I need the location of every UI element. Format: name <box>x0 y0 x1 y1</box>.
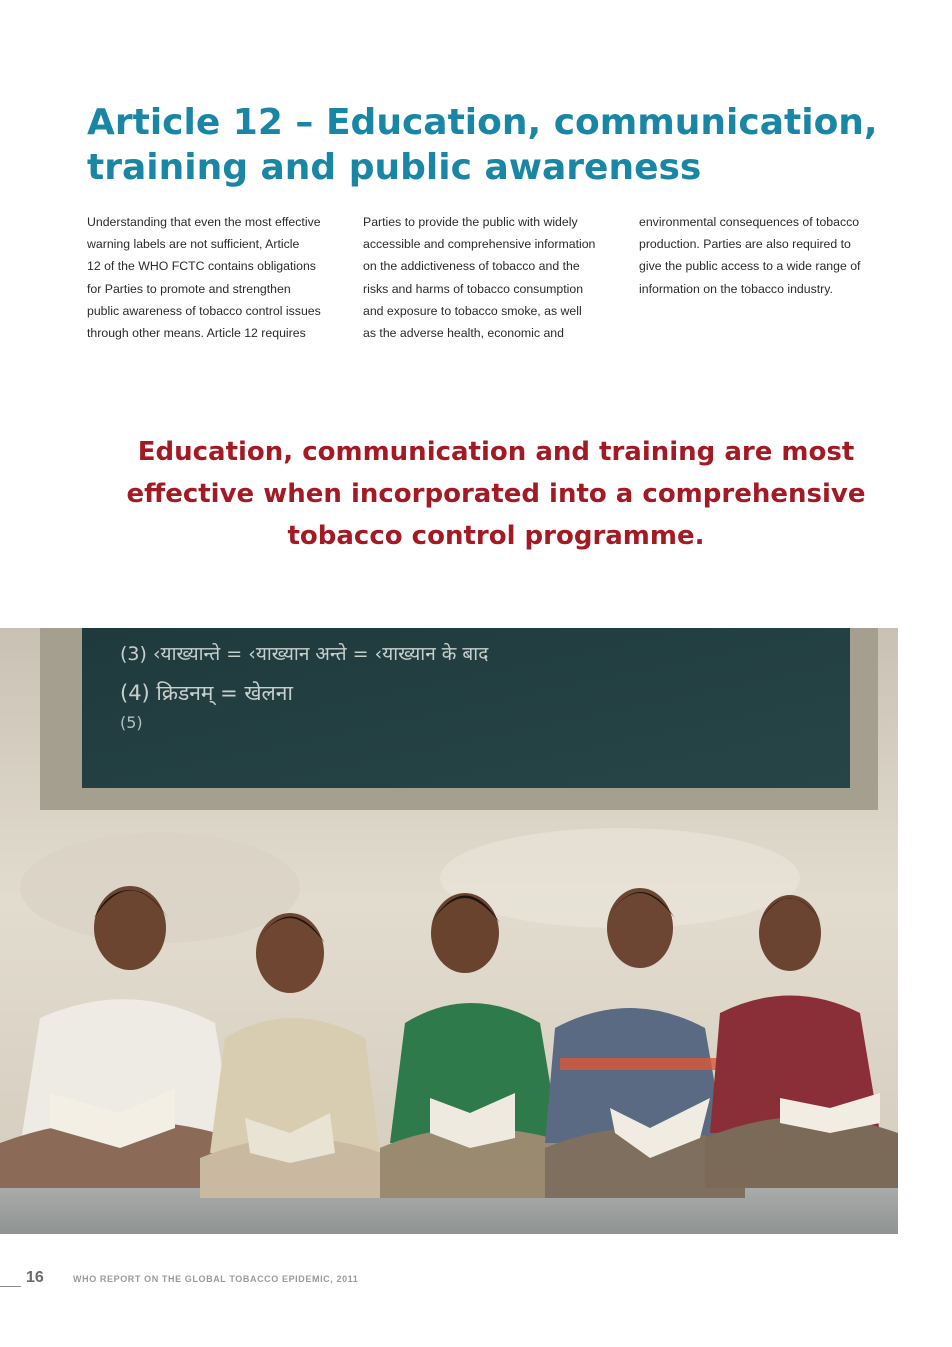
pull-quote-line: effective when incorporated into a comprehensive <box>126 479 866 509</box>
body-line: production. Parties are also required to <box>639 237 851 252</box>
body-line: public awareness of tobacco control issues <box>87 303 321 318</box>
chalkboard-text-line: (3) ‹याख्यान्ते = ‹याख्यान अन्ते = ‹याख्यान के बाद <box>120 643 489 665</box>
article-title <box>87 100 907 190</box>
body-line: Understanding that even the most effective <box>87 215 321 229</box>
chalkboard-text-line: (4) क्रिडनम् = खेलना <box>120 681 293 705</box>
body-line: accessible and comprehensive information <box>363 237 596 252</box>
body-line: give the public access to a wide range of <box>639 259 861 274</box>
body-line: as the adverse health, economic and <box>363 326 564 341</box>
classroom-photo-illustration <box>0 628 898 1234</box>
footer-rule <box>0 1286 21 1287</box>
pull-quote-line: tobacco control programme. <box>287 521 705 551</box>
chalkboard-text-line: (5) <box>120 713 143 732</box>
report-title: WHO REPORT ON THE GLOBAL TOBACCO EPIDEMIC, 2011 <box>73 1274 359 1284</box>
body-column-2 <box>363 211 619 344</box>
body-line: warning labels are not sufficient, Article <box>87 237 300 252</box>
body-line: information on the tobacco industry. <box>639 281 833 296</box>
body-line: environmental consequences of tobacco <box>639 215 860 229</box>
pull-quote <box>96 431 896 557</box>
body-column-3 <box>639 211 895 300</box>
body-line: on the addictiveness of tobacco and the <box>363 259 580 274</box>
article-title-line: Article 12 – Education, communication, <box>87 102 878 143</box>
pull-quote-line: Education, communication and training are most <box>137 437 855 467</box>
body-line: 12 of the WHO FCTC contains obligations <box>87 259 316 274</box>
body-line: for Parties to promote and strengthen <box>87 281 291 296</box>
body-line: Parties to provide the public with widely <box>363 215 578 229</box>
article-title-line: training and public awareness <box>87 147 702 188</box>
classroom-photo <box>0 628 898 1234</box>
body-line: and exposure to tobacco smoke, as well <box>363 303 582 318</box>
body-line: risks and harms of tobacco consumption <box>363 281 584 296</box>
page-footer <box>0 1268 952 1292</box>
body-column-1 <box>87 211 343 344</box>
body-line: through other means. Article 12 requires <box>87 326 306 341</box>
page-number: 16 <box>26 1269 44 1286</box>
